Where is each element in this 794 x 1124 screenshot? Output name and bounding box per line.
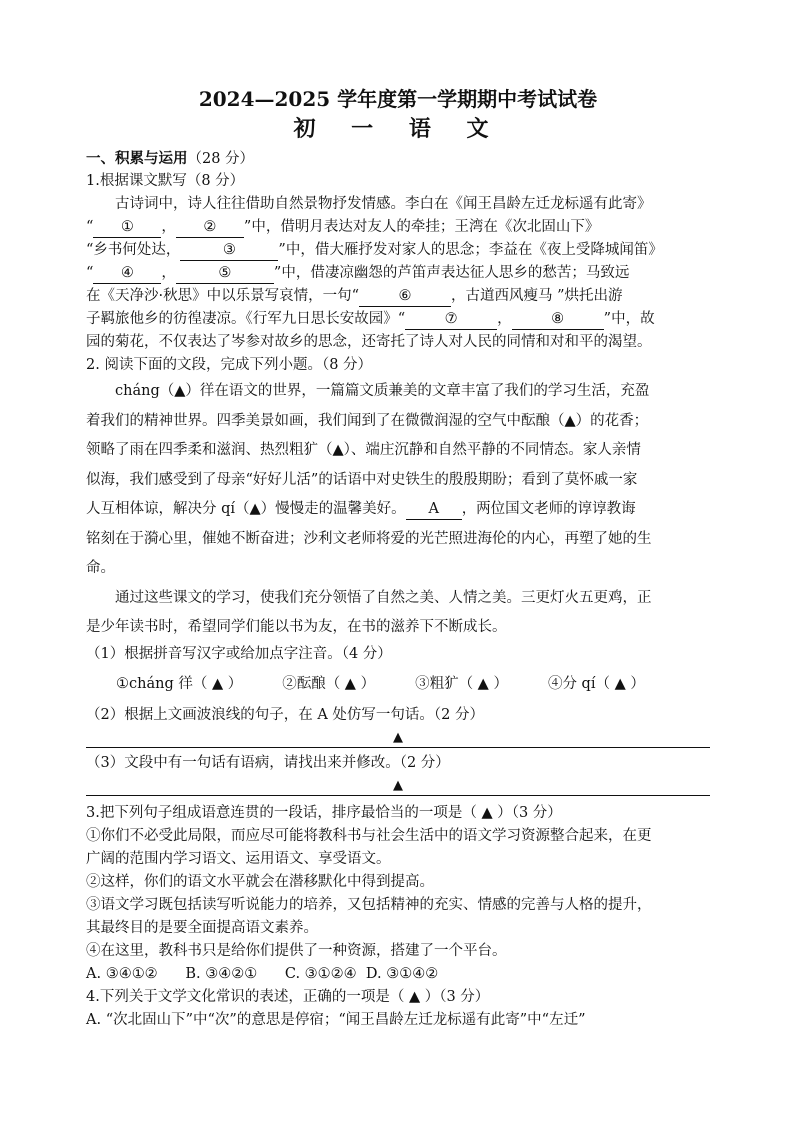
q2-sub3: （3）文段中有一句话有语病，请找出来并修改。（2 分）	[86, 754, 450, 771]
q3-sentence: 广阔的范围内学习语文、运用语文、享受语文。	[86, 850, 391, 867]
q1-line: 园的菊花，不仅表达了岑参对故乡的思念，还寄托了诗人对人民的同情和对和平的渴望。	[86, 334, 652, 350]
answer-mark: ▲	[393, 729, 403, 745]
exam-title: 2024—2025 学年度第一学期期中考试试卷	[198, 87, 598, 111]
blank-a[interactable]: A	[406, 500, 462, 520]
blank-4[interactable]: ④	[93, 264, 161, 284]
option-4[interactable]: ④分 qí（ ▲ ）	[547, 675, 645, 692]
passage-line: 人互相体谅，解决分 qí（▲）慢慢走的温馨美好。 A ，两位国文老师的谆谆教诲	[86, 495, 710, 525]
blank-8[interactable]: ⑧	[512, 310, 604, 330]
section-heading	[86, 148, 710, 170]
blank-1[interactable]: ①	[93, 218, 161, 238]
blank-5[interactable]: ⑤	[176, 264, 274, 284]
q4-stem: 4.下列关于文学文化常识的表述，正确的一项是（ ▲ ）（3 分）	[86, 988, 490, 1005]
q2-sub1: （1）根据拼音写汉字或给加点字注音。（4 分）	[86, 645, 392, 662]
option-3[interactable]: ③粗犷（ ▲ ）	[415, 675, 508, 692]
q2-stem: 2. 阅读下面的文段，完成下列小题。（8 分）	[86, 357, 373, 373]
answer-mark: ▲	[393, 777, 403, 793]
q1-stem: 1.根据课文默写（8 分）	[86, 173, 245, 189]
exam-page	[86, 86, 710, 1032]
q1-line: 在《天净沙·秋思》中以乐景写哀情，一句“ ⑥ ，古道西风瘦马 ”烘托出游	[86, 285, 710, 308]
q1-line: 古诗词中，诗人往往借助自然景物抒发情感。李白在《闻王昌龄左迁龙标遥有此寄》	[115, 196, 652, 212]
pinyin-options	[86, 670, 710, 698]
q3-sentence: 其最终目的是要全面提高语文素养。	[86, 919, 318, 936]
passage-line: 领略了雨在四季柔和滋润、热烈粗犷（▲）、端庄沉静和自然平静的不同情态。家人亲情	[86, 442, 641, 458]
q3-choices[interactable]: A. ③④①② B. ③④②① C. ③①②④ D. ③①④②	[86, 965, 439, 982]
q1-line: 子羁旅他乡的彷徨凄凉。《行军九日思长安故园》“ ⑦ ， ⑧ ”中，故	[86, 308, 710, 331]
q3-stem: 3.把下列句子组成语意连贯的一段话，排序最恰当的一项是（ ▲ ）（3 分）	[86, 804, 562, 821]
blank-7[interactable]: ⑦	[405, 310, 497, 330]
q1-line: “ ④ ， ⑤ ”中，借凄凉幽怨的芦笛声表达征人思乡的愁苦；马致远	[86, 262, 710, 285]
q3-sentence: ②这样，你们的语文水平就会在潜移默化中得到提高。	[86, 873, 434, 890]
q3-sentence: ①你们不必受此局限，而应尽可能将教科书与社会生活中的语文学习资源整合起来，在更	[86, 827, 652, 844]
passage-line: 通过这些课文的学习，使我们充分领悟了自然之美、人情之美。三更灯火五更鸡，正	[115, 589, 652, 606]
section-title: 一、积累与运用	[86, 150, 188, 167]
option-2[interactable]: ②酝酿（ ▲ ）	[282, 675, 376, 692]
subject-title: 初 一 语 文	[293, 116, 503, 142]
q4-choice-a[interactable]: A. “次北固山下”中“次”的意思是停宿；“闻王昌龄左迁龙标遥有此寄”中“左迁”	[86, 1011, 586, 1028]
blank-3[interactable]: ③	[180, 241, 278, 261]
passage-line: 是少年读书时，希望同学们能以书为友，在书的滋养下不断成长。	[86, 619, 507, 635]
option-1[interactable]: ①cháng 徉（ ▲ ）	[116, 675, 243, 692]
passage-line: 着我们的精神世界。四季美景如画，我们闻到了在微微润湿的空气中酝酿（▲）的花香；	[86, 412, 649, 429]
q1-line: “乡书何处达， ③ ”中，借大雁抒发对家人的思念；李益在《夜上受降城闻笛》	[86, 239, 710, 262]
section-points: （28 分）	[187, 151, 255, 167]
passage-line: 似海，我们感受到了母亲“好好儿活”的话语中对史铁生的殷殷期盼；看到了莫怀戚一家	[86, 471, 638, 488]
answer-line-2[interactable]	[86, 727, 710, 748]
q3-sentence: ③语文学习既包括读写听说能力的培养，又包括精神的充实、情感的完善与人格的提升，	[86, 896, 652, 913]
passage-line: cháng（▲）徉在语文的世界，一篇篇文质兼美的文章丰富了我们的学习生活，充盈	[115, 383, 650, 399]
q3-sentence: ④在这里，教科书只是给你们提供了一种资源，搭建了一个平台。	[86, 942, 507, 959]
passage-line: 铭刻在于漪心里，催她不断奋进；沙利文老师将爱的光芒照进海伦的内心，再塑了她的生	[86, 530, 652, 547]
passage-line: 命。	[86, 560, 115, 576]
q2-sub2: （2）根据上文画波浪线的句子，在 A 处仿写一句话。（2 分）	[86, 706, 484, 723]
answer-line-3[interactable]	[86, 775, 710, 796]
blank-6[interactable]: ⑥	[359, 287, 451, 307]
q1-line: “ ① ， ② ”中，借明月表达对友人的牵挂；王湾在《次北固山下》	[86, 216, 710, 239]
blank-2[interactable]: ②	[176, 218, 244, 238]
